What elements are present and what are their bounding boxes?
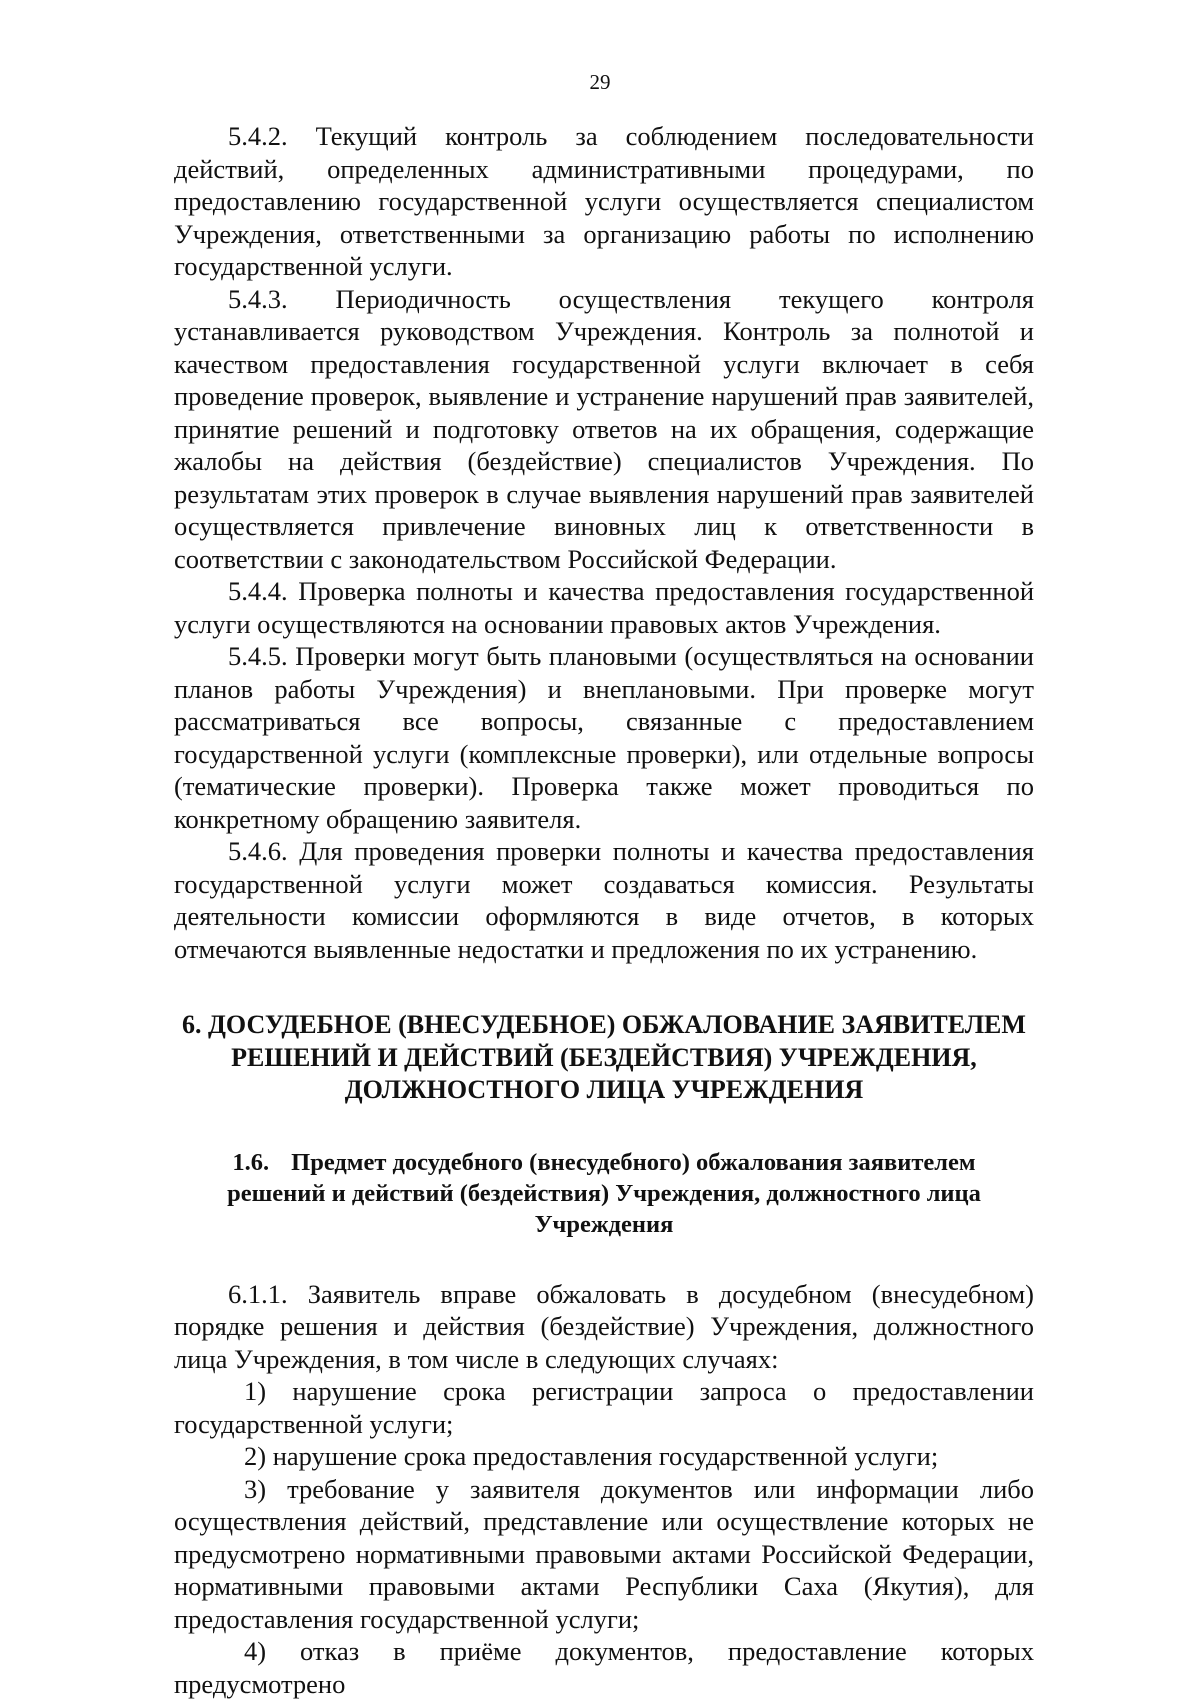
subsection-heading: [174, 1147, 1034, 1240]
paragraph-5-4-6: 5.4.6. Для проведения проверки полноты и качества предоставления государственной услуги может создаваться комиссия. Результаты деятельности комиссии оформляются в виде отчетов, в которых отмечаются выявленные недостатки и предложения по их устранению.: [174, 836, 1034, 964]
paragraph-5-4-2: 5.4.2. Текущий контроль за соблюдением последовательности действий, определенных административными процедурами, по предоставлению государственной услуги осуществляется специалистом Учреждения, ответственными за организацию работы по исполнению государственной услуги.: [174, 121, 1034, 281]
paragraph-5-4-4: 5.4.4. Проверка полноты и качества предоставления государственной услуги осуществляются на основании правовых актов Учреждения.: [174, 576, 1034, 639]
document-body: [174, 120, 1034, 1700]
paragraph-6-1-1: 6.1.1. Заявитель вправе обжаловать в досудебном (внесудебном) порядке решения и действия (бездействие) Учреждения, должностного лица Учреждения, в том числе в следующих случаях:: [174, 1278, 1034, 1374]
list-item-1: 1) нарушение срока регистрации запроса о предоставлении государственной услуги;: [174, 1376, 1034, 1439]
list-item-4: 4) отказ в приёме документов, предоставление которых предусмотрено: [174, 1636, 1034, 1699]
paragraph-5-4-3: 5.4.3. Периодичность осуществления текущего контроля устанавливается руководством Учреждения. Контроль за полнотой и качеством предоставления государственной услуги включает в себя проведение проверок, выявление и устранение нарушений прав заявителей, принятие решений и подготовку ответов на их обращения, содержащие жалобы на действия (бездействие) специалистов Учреждения. По результатам этих проверок в случае выявления нарушений прав заявителей осуществляется привлечение виновных лиц к ответственности в соответствии с законодательством Российской Федерации.: [174, 283, 1034, 574]
page-number: 29: [589, 70, 611, 94]
paragraph-5-4-5: 5.4.5. Проверки могут быть плановыми (осуществляться на основании планов работы Учреждения) и внеплановыми. При проверке могут рассматриваться все вопросы, связанные с предоставлением государственной услуги (комплексные проверки), или отдельные вопросы (тематические проверки). Проверка также может проводиться по конкретному обращению заявителя.: [174, 641, 1034, 834]
section-6-heading: 6. ДОСУДЕБНОЕ (ВНЕСУДЕБНОЕ) ОБЖАЛОВАНИЕ ЗАЯВИТЕЛЕМ РЕШЕНИЙ И ДЕЙСТВИЙ (БЕЗДЕЙСТВИЯ) УЧРЕЖДЕНИЯ, ДОЛЖНОСТНОГО ЛИЦА УЧРЕЖДЕНИЯ: [182, 1010, 1026, 1104]
subsection-title: Предмет досудебного (внесудебного) обжалования заявителем решений и действий (бездействия) Учреждения, должностного лица Учреждения: [227, 1148, 981, 1238]
subsection-number: 1.6.: [232, 1148, 270, 1176]
list-item-3: 3) требование у заявителя документов или информации либо осуществления действий, представление или осуществление которых не предусмотрено нормативными правовыми актами Российской Федерации, нормативными правовыми актами Республики Саха (Якутия), для предоставления государственной услуги;: [174, 1473, 1034, 1634]
list-item-2: 2) нарушение срока предоставления государственной услуги;: [244, 1441, 939, 1471]
